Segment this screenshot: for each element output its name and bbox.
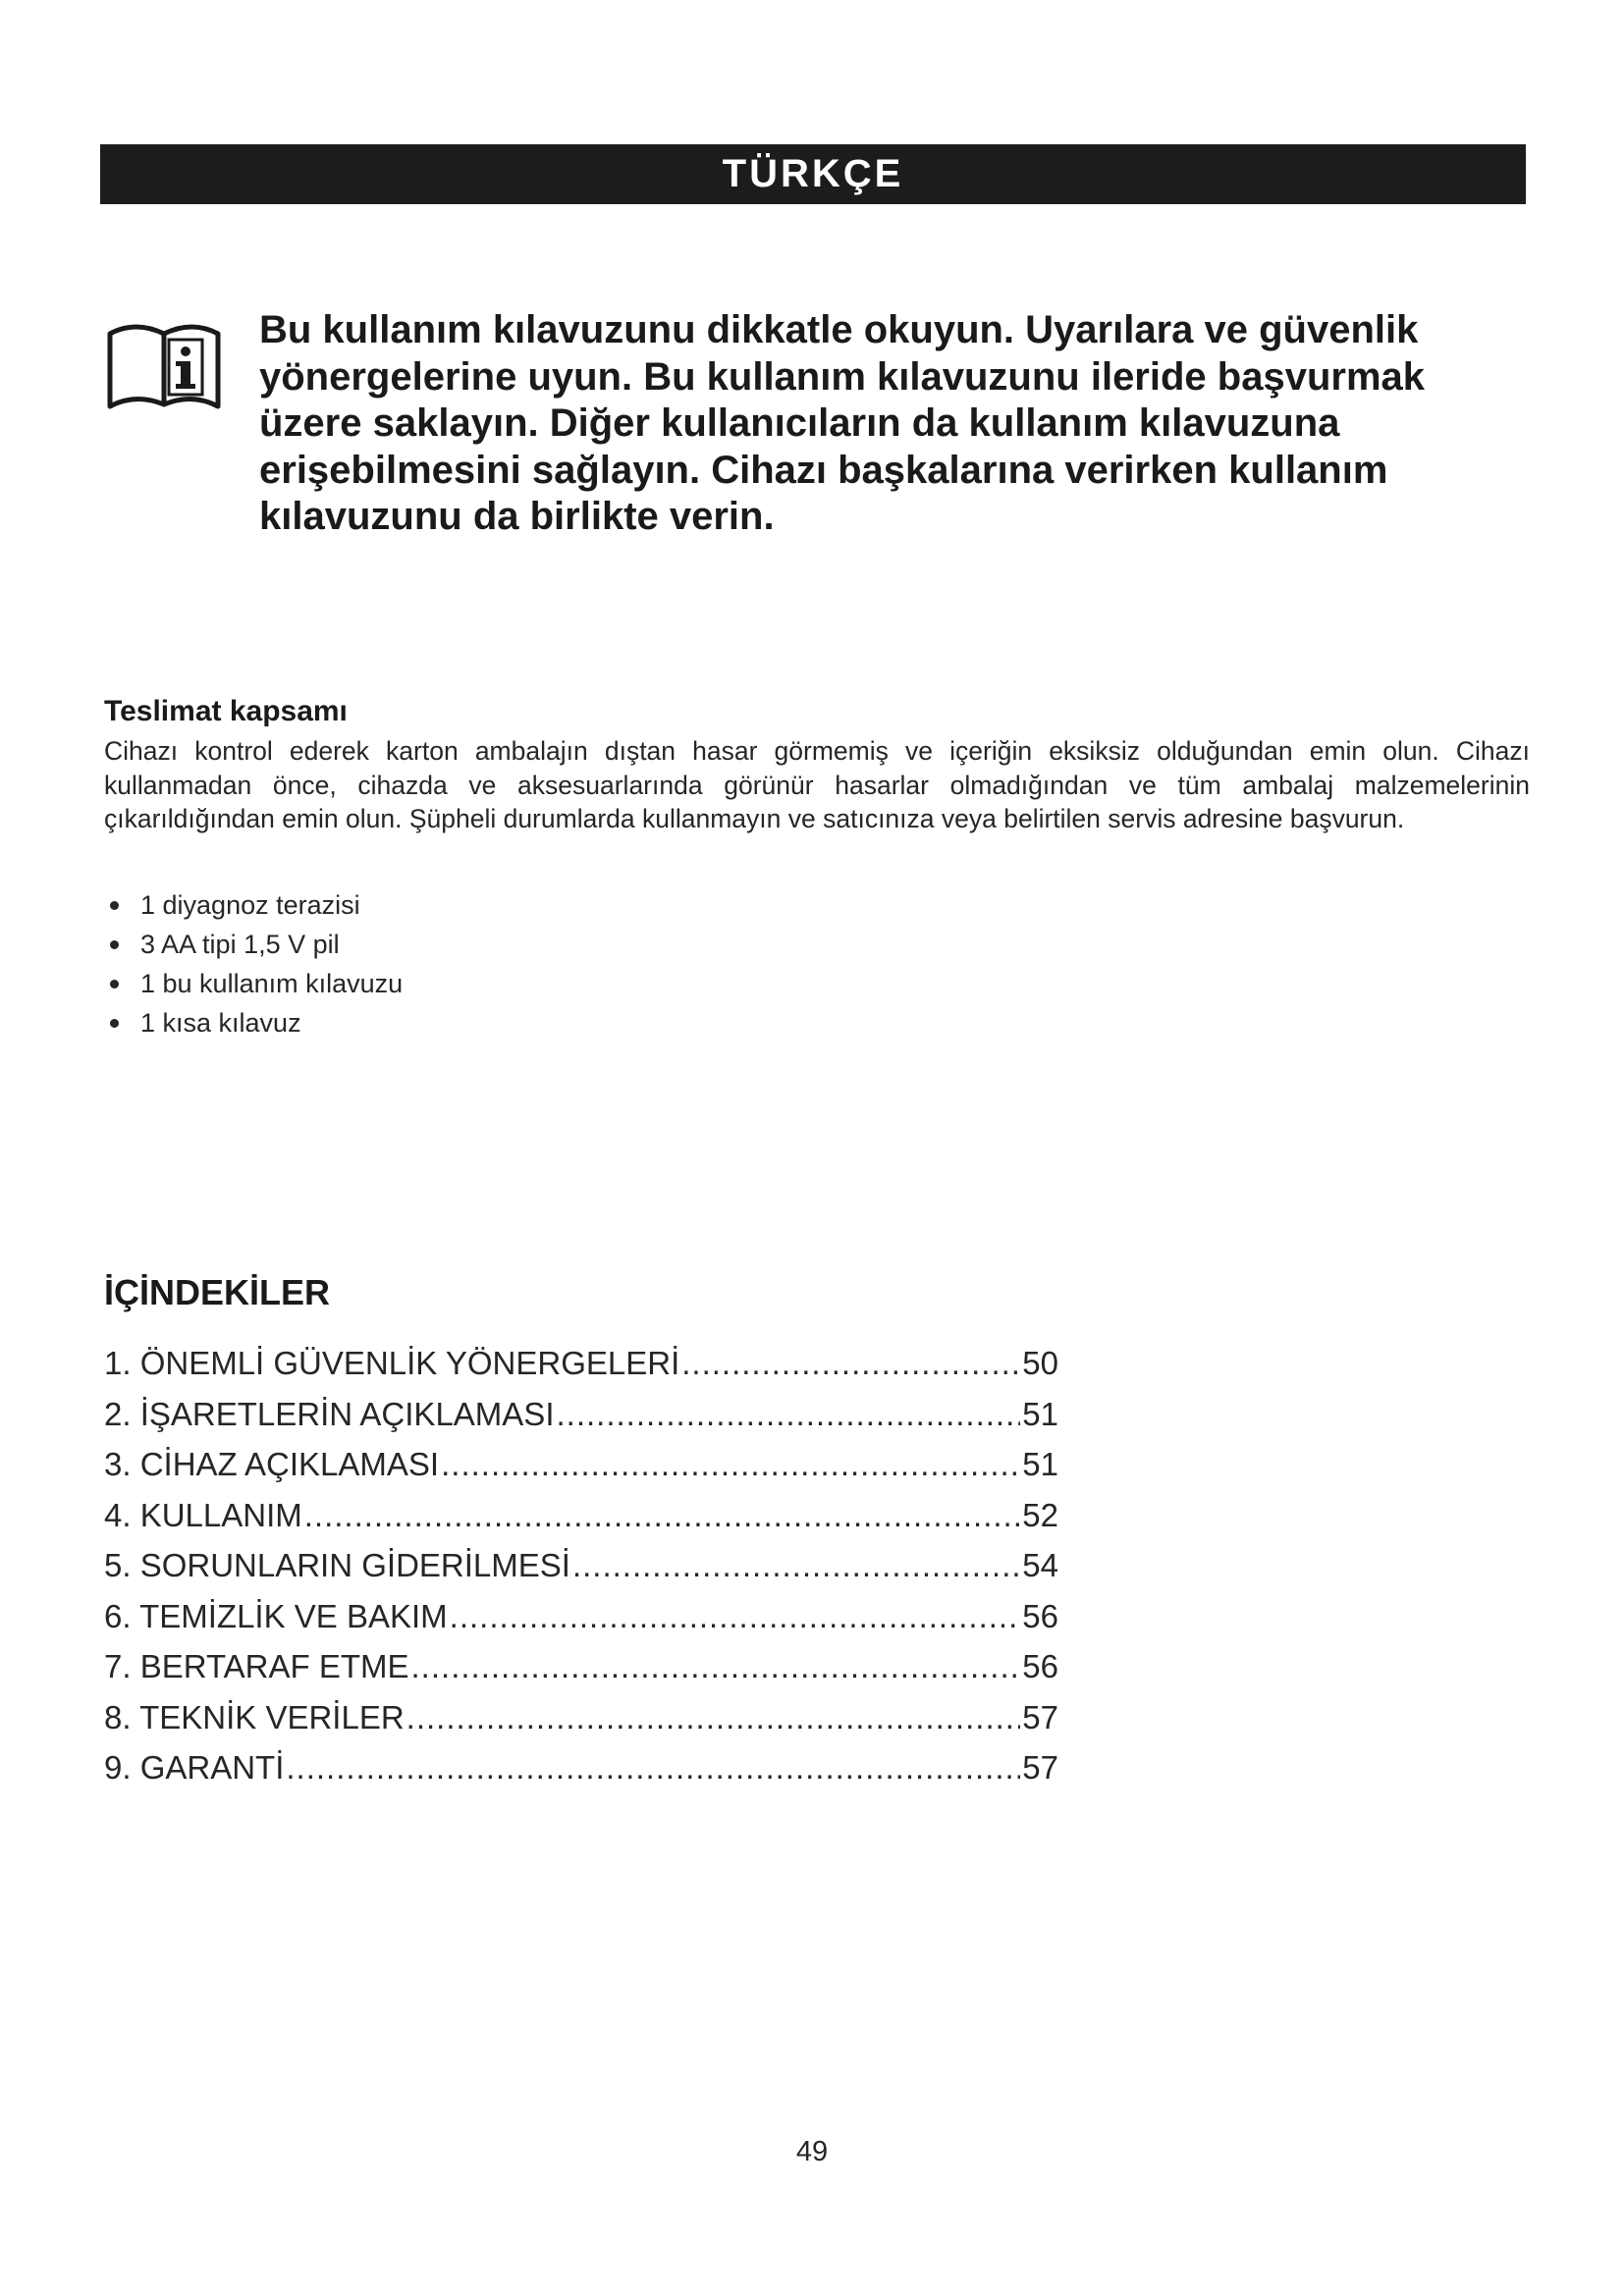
- intro-line: üzere saklayın. Diğer kullanıcıların da kullanım kılavuzuna: [259, 401, 1340, 445]
- toc-entry-label: 8. TEKNİK VERİLER: [104, 1698, 405, 1735]
- toc-entry[interactable]: [104, 1446, 1058, 1497]
- toc-entry[interactable]: [104, 1648, 1058, 1699]
- toc-entry-label: 6. TEMİZLİK VE BAKIM: [104, 1597, 448, 1634]
- toc-entry-page: 57: [1022, 1698, 1058, 1735]
- list-item: [110, 925, 403, 964]
- toc-heading: İÇİNDEKİLER: [104, 1272, 331, 1312]
- toc-dot-leader: [406, 1699, 1021, 1736]
- delivery-items-list: [110, 885, 403, 1042]
- delivery-text: Cihazı kontrol ederek karton ambalajın dıştan hasar görmemiş ve içeriğin eksiksiz olduğundan emin olun. Cihazı kullanmadan önce, cihazda ve aksesuarlarında görünür hasarlar olmadığından ve tüm ambalaj malzemelerinin çıkarıldığından emin olun. Şüpheli durumlarda kullanmayın ve satıcınıza veya belirtilen servis adresine başvurun.: [104, 736, 1530, 833]
- list-item-text: 1 kısa kılavuz: [140, 1008, 301, 1038]
- toc-dot-leader: [681, 1345, 1020, 1382]
- page-number: 49: [795, 2136, 829, 2167]
- bullet-icon: [110, 980, 119, 988]
- toc-entry-label: 7. BERTARAF ETME: [104, 1648, 409, 1684]
- language-title: TÜRKÇE: [722, 152, 904, 195]
- toc-dot-leader: [304, 1497, 1021, 1534]
- list-item: [110, 885, 403, 925]
- toc-entry-page: 54: [1022, 1547, 1058, 1583]
- toc-entry[interactable]: [104, 1547, 1058, 1598]
- language-header-bar: [100, 144, 1526, 204]
- intro-line: Bu kullanım kılavuzunu dikkatle okuyun. Uyarılara ve güvenlik: [259, 308, 1419, 351]
- table-of-contents: [104, 1345, 1058, 1800]
- intro-line: yönergelerine uyun. Bu kullanım kılavuzunu ileride başvurmak: [259, 354, 1426, 399]
- list-item-text: 3 AA tipi 1,5 V pil: [140, 930, 340, 959]
- toc-entry[interactable]: [104, 1699, 1058, 1750]
- intro-line: kılavuzunu da birlikte verin.: [259, 495, 775, 538]
- list-item: [110, 1003, 403, 1042]
- bullet-icon: [110, 1019, 119, 1028]
- toc-entry-page: 50: [1022, 1345, 1058, 1381]
- toc-dot-leader: [450, 1598, 1021, 1635]
- toc-dot-leader: [441, 1446, 1020, 1483]
- bullet-icon: [110, 901, 119, 910]
- bullet-icon: [110, 940, 119, 949]
- list-item-text: 1 bu kullanım kılavuzu: [140, 969, 404, 998]
- toc-entry[interactable]: [104, 1345, 1058, 1396]
- toc-entry-label: 5. SORUNLARIN GİDERİLMESİ: [104, 1547, 570, 1583]
- toc-entry-page: 51: [1022, 1446, 1058, 1482]
- toc-entry-page: 51: [1022, 1395, 1058, 1432]
- toc-entry-page: 57: [1022, 1749, 1058, 1786]
- toc-entry[interactable]: [104, 1396, 1058, 1447]
- toc-dot-leader: [557, 1396, 1021, 1433]
- toc-dot-leader: [286, 1749, 1020, 1787]
- toc-entry-page: 56: [1022, 1597, 1058, 1634]
- toc-entry-label: 3. CİHAZ AÇIKLAMASI: [104, 1446, 440, 1482]
- toc-dot-leader: [411, 1648, 1021, 1685]
- toc-entry[interactable]: [104, 1598, 1058, 1649]
- intro-line: erişebilmesini sağlayın. Cihazı başkalarına verirken kullanım: [259, 448, 1388, 492]
- toc-entry-page: 56: [1022, 1648, 1058, 1684]
- delivery-heading: Teslimat kapsamı: [104, 695, 348, 727]
- toc-entry-label: 4. KULLANIM: [104, 1496, 302, 1533]
- intro-notice: [259, 307, 1526, 541]
- list-item: [110, 964, 403, 1003]
- toc-entry-label: 1. ÖNEMLİ GÜVENLİK YÖNERGELERİ: [104, 1345, 680, 1381]
- toc-entry[interactable]: [104, 1749, 1058, 1800]
- toc-entry[interactable]: [104, 1497, 1058, 1548]
- toc-dot-leader: [572, 1547, 1020, 1584]
- toc-entry-page: 52: [1022, 1496, 1058, 1533]
- list-item-text: 1 diyagnoz terazisi: [140, 890, 360, 920]
- info-book-icon: [106, 316, 222, 414]
- toc-entry-label: 2. İŞARETLERİN AÇIKLAMASI: [104, 1395, 555, 1432]
- toc-entry-label: 9. GARANTİ: [104, 1749, 285, 1786]
